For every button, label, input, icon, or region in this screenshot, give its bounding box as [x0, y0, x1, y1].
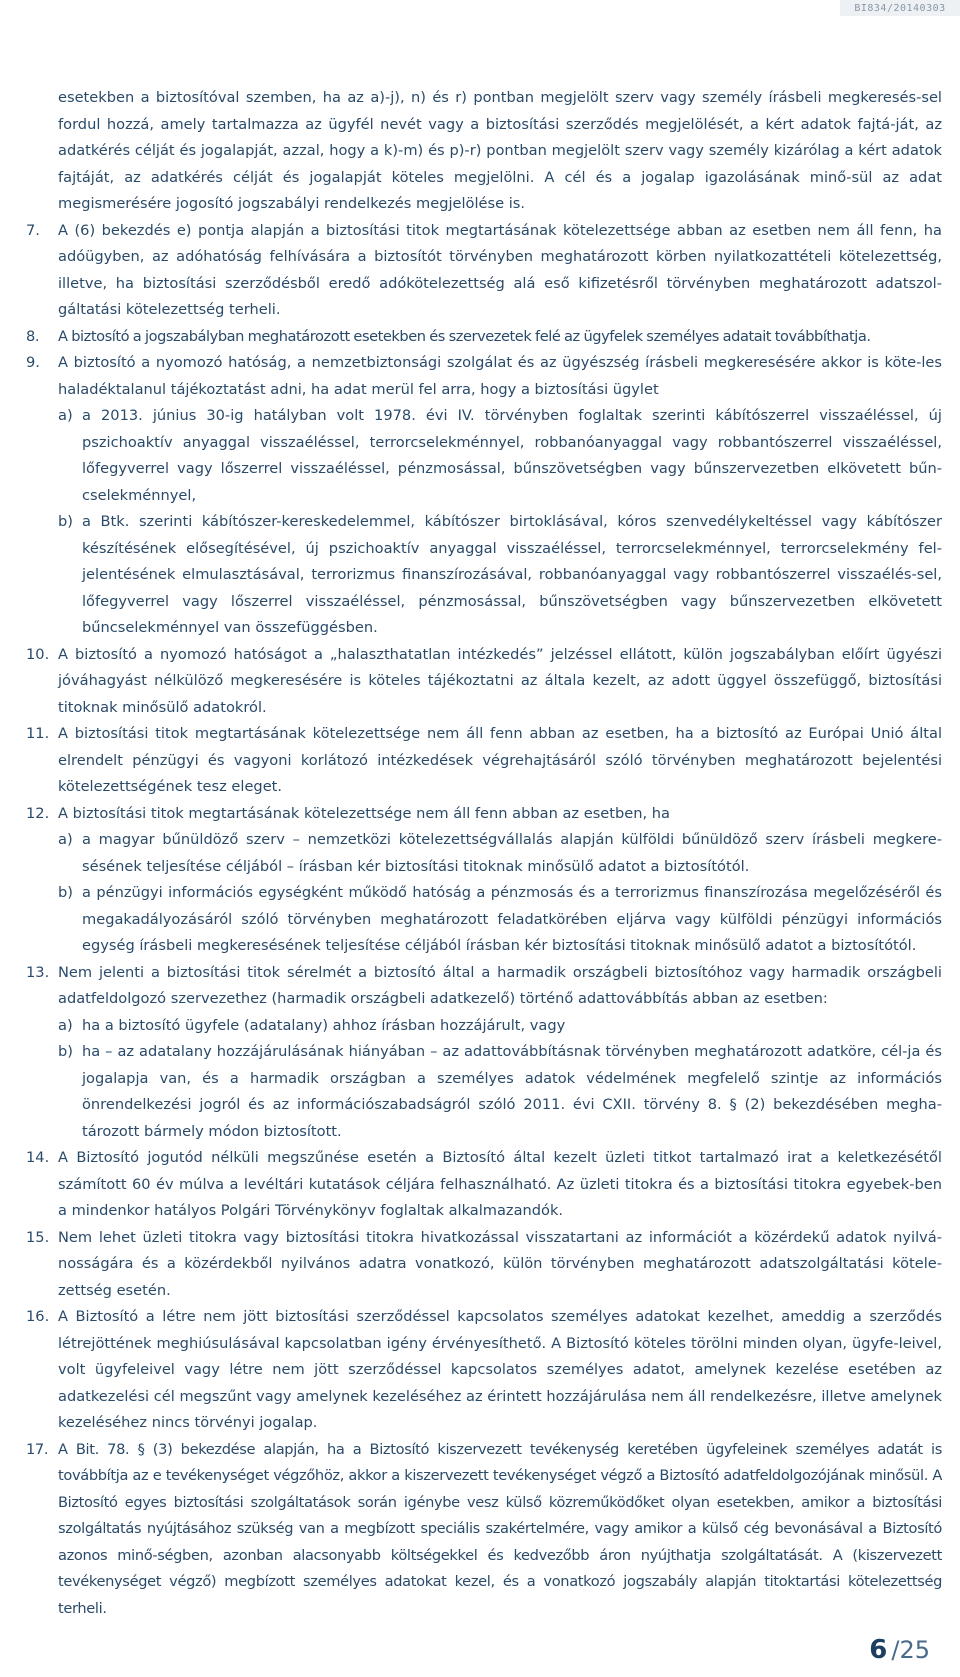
item-text: A biztosítási titok megtartásának kötelezettsége nem áll fenn abban az esetben, ha a biztosító az Európai Unió által elrendelt pénzügyi és vagyoni korlátozó intézkedések végrehajtásáról szóló törvényben meghatározott bejelentési kötelezettségének tesz eleget. — [58, 725, 942, 795]
item-number: 14. — [26, 1149, 50, 1166]
sub-item-13a — [58, 1013, 942, 1040]
item-text: A biztosító a nyomozó hatóság, a nemzetbiztonsági szolgálat és az ügyészség írásbeli megkeresésére akkor is köte-les haladéktalanul tájékoztatást adni, ha adat merül fel arra, hogy a biztosítási ügylet — [58, 354, 942, 398]
list-item-9-subs — [58, 403, 942, 642]
item-number: 13. — [26, 963, 50, 981]
sub-item-label: b) — [58, 513, 73, 530]
list-item-12-subs — [58, 827, 942, 960]
item-number: 9. — [26, 354, 40, 371]
sub-item-13b — [58, 1039, 942, 1145]
list-item-13 — [26, 960, 942, 1013]
item-text: A Biztosító jogutód nélküli megszűnése esetén a Biztosító által kezelt üzleti titkot tartalmazó irat a keletkezésétől számított 60 év múlva a levéltári kutatások céljára felhasználható. Az üzleti titokra és a biztosítási titokra egyebek-ben a mindenkor hatályos Polgári Törvénykönyv foglaltak alkalmazandók. — [58, 1149, 942, 1219]
sub-item-label: a) — [58, 1016, 73, 1034]
document-body — [0, 85, 960, 1622]
list-item-12 — [26, 801, 942, 828]
sub-item-12a — [58, 827, 942, 880]
item-text: A Biztosító a létre nem jött biztosítási szerződéssel kapcsolatos személyes adatokat kezelhet, ameddig a szerződés létrejöttének meghiúsulásával kapcsolatban igény érvényesíthető. A Biztosító köteles törölni minden olyan, ügyfe-leivel, volt ügyfeleivel vagy létre nem jött szerződéssel kapcsolatos személyes adatot, amelynek kezelése esetében az adatkezelési cél megszűnt vagy amelynek kezeléséhez az érintett hozzájárulása nem áll rendelkezésre, illetve amelynek kezeléséhez nincs törvényi jogalap. — [58, 1308, 942, 1431]
item-text: Nem lehet üzleti titokra vagy biztosítási titokra hivatkozással visszatartani az információt a közérdekű adatok nyilvá-nosságára és a közérdekből nyilvános adatra vonatkozó, külön törvényben meghatározott adatszolgáltatási kötele-zettség esetén. — [58, 1228, 942, 1299]
item-number: 10. — [26, 645, 50, 663]
sub-item-label: b) — [58, 884, 73, 901]
sub-item-text: a Btk. szerinti kábítószer-kereskedelemmel, kábítószer birtoklásával, kóros szenvedélykeltéssel vagy kábítószer készítésének elősegítésével, új pszichoaktív anyaggal visszaéléssel, terrorcselekménnyel, terrorcselekmény fel-jelentésének elmulasztásával, terrorizmus finanszírozásával, robbanóanyaggal vagy robbantószerrel visszaélés-sel, lőfegyverrel vagy lőszerrel visszaéléssel, pénzmosással, bűnszövetségben vagy bűnszervezetben elkövetett bűncselekménnyel van összefüggésben. — [82, 513, 942, 636]
list-item-15 — [26, 1225, 942, 1305]
item-number: 17. — [26, 1440, 49, 1458]
list-item-17 — [26, 1437, 942, 1623]
item-text: A Bit. 78. § (3) bekezdése alapján, ha a Biztosító kiszervezett tevékenység keretében ügyfeleinek személyes adatát is továbbítja az e tevékenységet végzőhöz, akkor a kiszervezett tevékenységet végző a Biztosító adatfeldolgozójának minősül. A Biztosító egyes biztosítási szolgáltatások során igénybe vesz külső közreműködőket olyan esetekben, amikor a biztosítási szolgáltatás nyújtásához szükség van a megbízott speciális szakértelmére, vagy amikor a külső cég bevonásával a Biztosító azonos minő-ségben, azonban alacsonyabb költségekkel és kedvezőbb áron nyújthatja szolgáltatását. A (kiszervezett tevékenységet végző) megbízott személyes adatokat kezel, és a vonatkozó jogszabály alapján titoktartási kötelezettség terheli. — [58, 1440, 942, 1617]
item-text: A biztosító a jogszabályban meghatározott esetekben és szervezetek felé az ügyfelek személyes adatait továbbíthatja. — [58, 327, 871, 345]
item-number: 7. — [26, 221, 40, 239]
item-number: 16. — [26, 1308, 50, 1325]
item-number: 8. — [26, 327, 40, 345]
sub-item-text: ha a biztosító ügyfele (adatalany) ahhoz írásban hozzájárult, vagy — [82, 1016, 566, 1034]
item-text: A biztosító a nyomozó hatóságot a „halaszthatatlan intézkedés” jelzéssel ellátott, külön jogszabályban előírt ügyészi jóváhagyást nélkülöző megkeresésére is köteles tájékoztatni az általa kezelt, az adott üggyel összefüggő, biztosítási titoknak minősülő adatokról. — [58, 645, 942, 716]
page-number-separator: / — [891, 1636, 900, 1664]
sub-item-label: a) — [58, 831, 73, 848]
page-number-current: 6 — [869, 1635, 888, 1665]
sub-item-text: a magyar bűnüldöző szerv – nemzetközi kötelezettségvállalás alapján külföldi bűnüldöző szerv írásbeli megkere-sésének teljesítése céljából – írásban kér biztosítási titoknak minősülő adatot a biztosítótól. — [82, 831, 942, 875]
sub-item-9b — [58, 509, 942, 642]
page-number — [869, 1635, 930, 1665]
page-number-total: 25 — [899, 1636, 930, 1664]
sub-item-9a — [58, 403, 942, 509]
item-number: 12. — [26, 804, 50, 822]
sub-item-label: a) — [58, 407, 73, 424]
list-item-14 — [26, 1145, 942, 1225]
list-item-8 — [26, 324, 942, 351]
sub-item-12b — [58, 880, 942, 960]
list-item-16 — [26, 1304, 942, 1437]
item-number: 11. — [26, 725, 50, 742]
item-text: A (6) bekezdés e) pontja alapján a biztosítási titok megtartásának kötelezettsége abban az esetben nem áll fenn, ha adóügyben, az adóhatóság felhívására a biztosítót törvényben meghatározott körben nyilatkozattételi kötelezettség, illetve, ha biztosítási szerződésből eredő adókötelezettség alá eső kifizetésről törvényben meghatározott adatszol-gáltatási kötelezettség terheli. — [58, 221, 942, 318]
list-item-7 — [26, 218, 942, 324]
sub-item-text: a pénzügyi információs egységként működő hatóság a pénzmosás és a terrorizmus finanszírozása megelőzéséről és megakadályozásáról szóló törvényben meghatározott feladatkörében eljárva vagy külföldi pénzügyi információs egység írásbeli megkeresésének teljesítése céljából írásban kér biztosítási titoknak minősülő adatot a biztosítótól. — [82, 884, 942, 954]
item-text: Nem jelenti a biztosítási titok sérelmét a biztosító által a harmadik országbeli biztosítóhoz vagy harmadik országbeli adatfeldolgozó szervezethez (harmadik országbeli adatkezelő) történő adattovábbítás abban az esetben: — [58, 963, 942, 1007]
list-item-9 — [26, 350, 942, 403]
list-item-10 — [26, 642, 942, 722]
item-number: 15. — [26, 1228, 50, 1246]
sub-item-text: ha – az adatalany hozzájárulásának hiányában – az adattovábbításnak törvényben meghatározott adatköre, cél-ja és jogalapja van, és a harmadik országban a személyes adatok védelmének megfelelő szintje az információs önrendelkezési jogról és az információszabadságról szóló 2011. évi CXII. törvény 8. § (2) bekezdésében megha-tározott bármely módon biztosított. — [82, 1043, 942, 1140]
list-item-11 — [26, 721, 942, 801]
sub-item-label: b) — [58, 1043, 73, 1060]
document-code: BI834/20140303 — [840, 0, 960, 16]
item-text: A biztosítási titok megtartásának kötelezettsége nem áll fenn abban az esetben, ha — [58, 804, 670, 822]
list-item-13-subs — [58, 1013, 942, 1146]
sub-item-text: a 2013. június 30-ig hatályban volt 1978. évi IV. törvényben foglaltak szerinti kábítószerrel visszaéléssel, új pszichoaktív anyaggal visszaéléssel, terrorcselekménnyel, robbanóanyaggal vagy robbantószerrel visszaéléssel, lőfegyverrel vagy lőszerrel visszaéléssel, pénzmosással, bűnszövetségben vagy bűnszervezetben elkövetett bűn-cselekménnyel, — [82, 407, 942, 504]
intro-paragraph: esetekben a biztosítóval szemben, ha az a)-j), n) és r) pontban megjelölt szerv vagy személy írásbeli megkeresés-sel fordul hozzá, amely tartalmazza az ügyfél nevét vagy a biztosítási szerződés megjelölését, a kért adatok fajtá-ját, az adatkérés célját és jogalapját, azzal, hogy a k)-m) és p)-r) pontban megjelölt szerv vagy személy kizárólag a kért adatok fajtáját, az adatkérés célját és jogalapját köteles megjelölni. A cél és a jogalap igazolásának minő-sül az adat megismerésére jogosító jogszabályi rendelkezés megjelölése is. — [58, 89, 942, 212]
